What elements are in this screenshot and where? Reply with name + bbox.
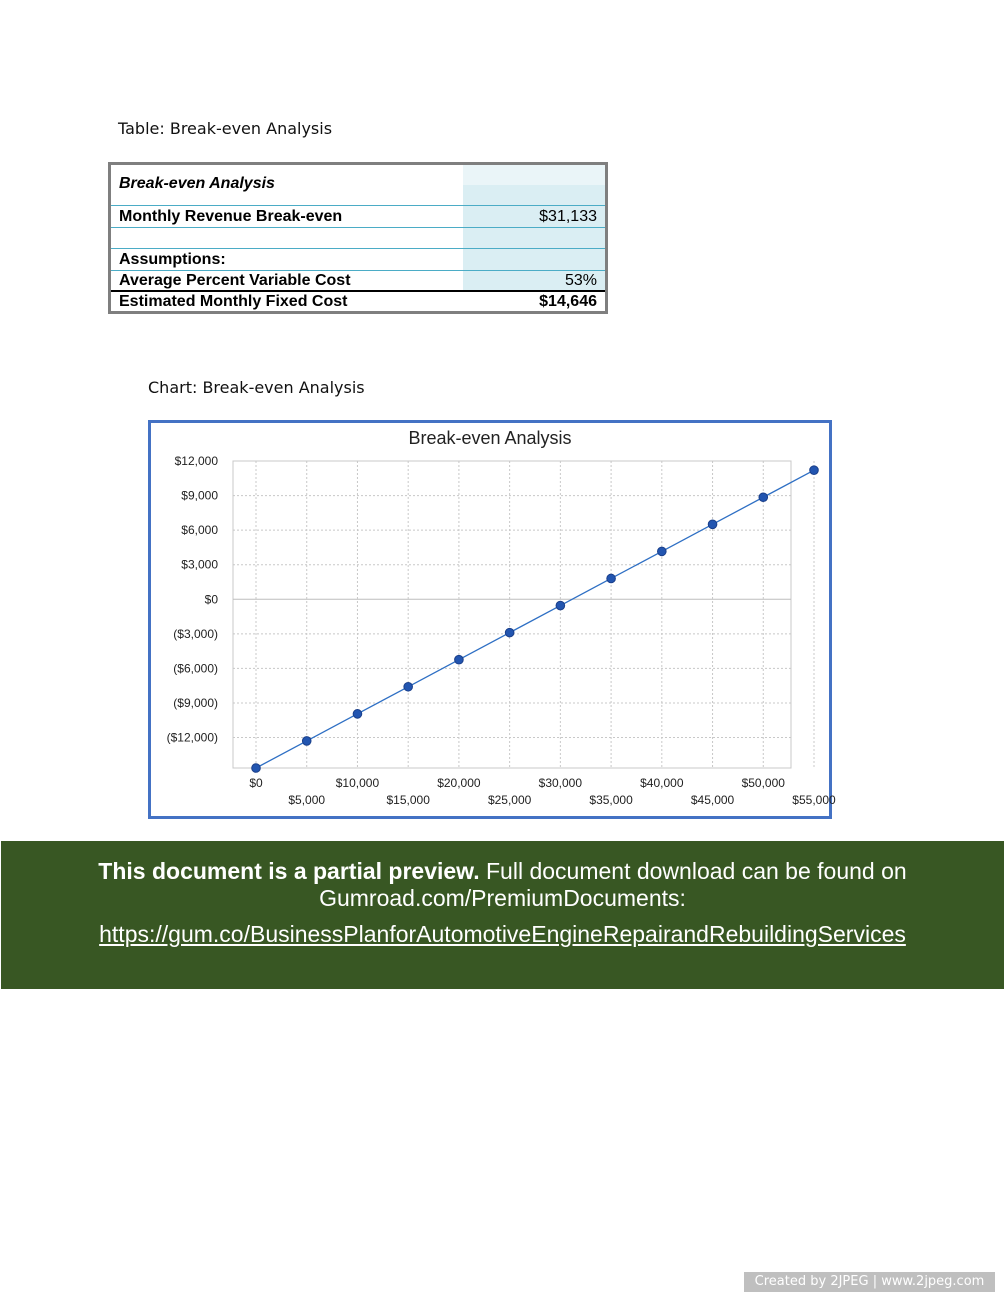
y-tick-label: $0 [204, 592, 218, 607]
series-line [256, 470, 814, 768]
row-value: $14,646 [539, 292, 597, 310]
table-spacer-row [111, 228, 605, 249]
data-point [759, 493, 768, 502]
chart-svg [151, 423, 836, 816]
data-point [658, 547, 667, 556]
x-tick-label: $25,000 [487, 793, 532, 807]
row-value: $31,133 [539, 207, 597, 225]
chart-caption: Chart: Break-even Analysis [148, 378, 365, 397]
table-title: Break-even Analysis [119, 175, 275, 192]
table-row [111, 271, 605, 292]
data-point [505, 628, 514, 637]
data-point [455, 655, 464, 664]
data-point [708, 520, 717, 529]
watermark: Created by 2JPEG | www.2jpeg.com [744, 1272, 995, 1292]
preview-banner [1, 841, 1004, 989]
row-value: 53% [564, 271, 597, 289]
data-point [353, 710, 362, 719]
y-tick-label: $6,000 [181, 523, 218, 538]
y-tick-label: ($9,000) [173, 695, 218, 710]
row-label: Average Percent Variable Cost [119, 271, 351, 289]
x-tick-label: $5,000 [288, 793, 326, 807]
x-tick-label: $0 [249, 776, 263, 790]
data-point [404, 682, 413, 691]
x-tick-label: $20,000 [437, 776, 481, 790]
table-row [111, 206, 605, 228]
table-caption: Table: Break-even Analysis [118, 119, 333, 138]
break-even-table [108, 162, 608, 314]
x-tick-label: $50,000 [741, 776, 785, 790]
x-tick-label: $10,000 [335, 776, 380, 790]
row-label: Assumptions: [119, 250, 226, 268]
x-tick-label: $30,000 [538, 776, 583, 790]
row-label: Estimated Monthly Fixed Cost [119, 292, 348, 310]
banner-line-2: Gumroad.com/PremiumDocuments: [319, 885, 686, 911]
chart-title: Break-even Analysis [408, 428, 572, 448]
y-tick-label: ($12,000) [166, 730, 218, 745]
data-point [556, 601, 565, 610]
y-tick-label: $12,000 [174, 454, 218, 468]
plot-area [233, 461, 791, 768]
download-link[interactable]: https://gum.co/BusinessPlanforAutomotiveEngineRepairandRebuildingServices [99, 921, 906, 947]
table-row [111, 249, 605, 271]
banner-line-1 [1, 858, 1004, 885]
y-tick-label: $9,000 [181, 488, 218, 503]
data-point [607, 574, 616, 583]
banner-bold-text: This document is a partial preview. [98, 858, 480, 884]
data-point [302, 737, 311, 746]
data-point [810, 466, 819, 475]
y-tick-label: ($3,000) [173, 626, 218, 641]
data-point [252, 764, 261, 773]
y-tick-label: ($6,000) [173, 661, 218, 676]
banner-text-1: Full document download can be found on [479, 858, 907, 884]
break-even-chart [148, 420, 836, 819]
x-tick-label: $35,000 [589, 793, 633, 807]
x-tick-label: $55,000 [792, 793, 836, 807]
x-tick-label: $40,000 [640, 776, 684, 790]
y-tick-label: $3,000 [181, 557, 218, 572]
x-tick-label: $45,000 [690, 793, 735, 807]
row-label: Monthly Revenue Break-even [119, 207, 343, 225]
x-tick-label: $15,000 [386, 793, 430, 807]
table-row [111, 292, 605, 311]
